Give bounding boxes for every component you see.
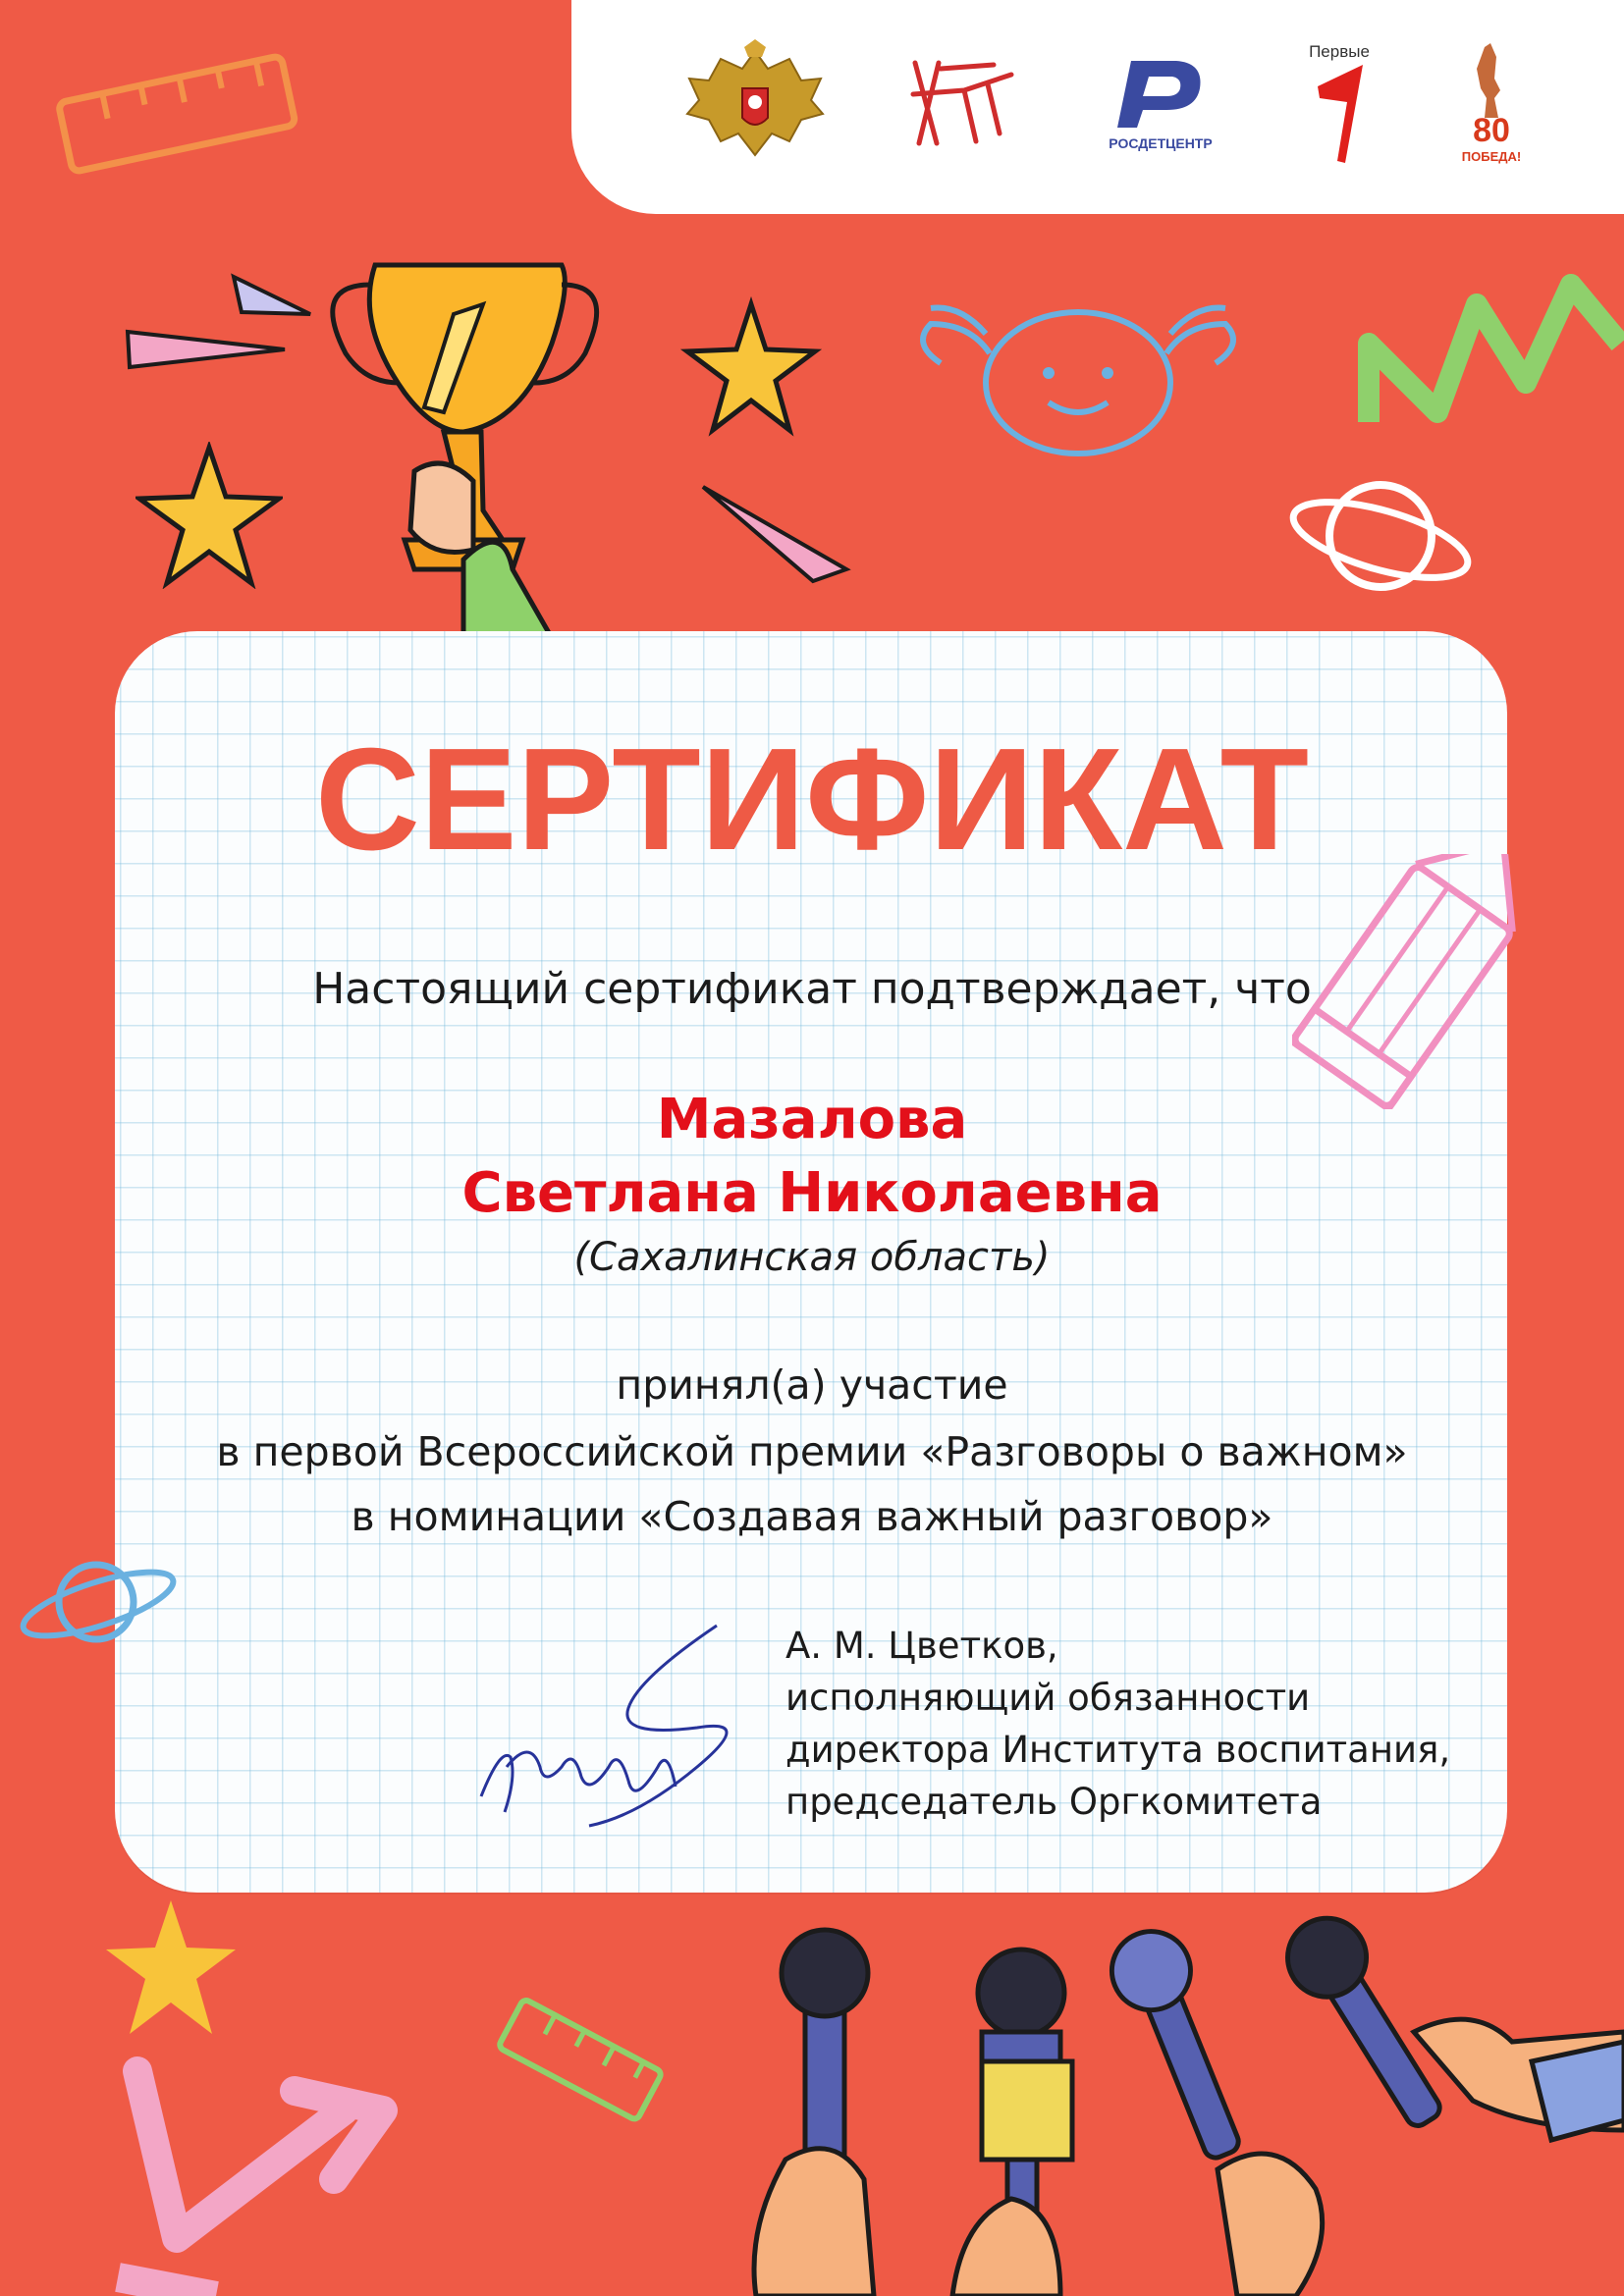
ruler-doodle-icon	[49, 39, 304, 187]
microphone-icon-4	[1272, 1914, 1624, 2142]
certificate-title: СЕРТИФИКАТ	[314, 719, 1310, 881]
handwritten-signature	[471, 1620, 756, 1836]
trophy-cup-icon	[316, 245, 611, 638]
rosdetcenter-logo	[1098, 57, 1223, 151]
microphone-icon-2	[952, 1949, 1072, 2296]
pink-spike-doodle-icon	[697, 479, 854, 587]
certificate-intro: Настоящий сертификат подтверждает, что	[312, 964, 1312, 1014]
recipient-given-names: Светлана Николаевна	[461, 1161, 1163, 1225]
microphones-illustration	[687, 1914, 1624, 2296]
svg-text:РОСДЕТЦЕНТР: РОСДЕТЦЕНТР	[1109, 135, 1213, 151]
pink-arrow-doodle-icon	[98, 2052, 412, 2296]
microphone-icon-3	[1100, 1920, 1322, 2296]
girl-face-doodle-icon	[911, 294, 1245, 461]
recipient-surname: Мазалова	[656, 1088, 968, 1151]
ruler-doodle-icon-2	[491, 1993, 668, 2130]
svg-text:Первые: Первые	[1309, 42, 1370, 61]
ministry-emblem-icon	[681, 39, 829, 167]
participation-line: принял(а) участие	[616, 1362, 1008, 1409]
signer-name: А. М. Цветков,	[785, 1625, 1058, 1667]
planet-doodle-icon	[1288, 467, 1475, 614]
star-doodle-icon	[135, 442, 283, 589]
pervye-logo	[1298, 37, 1379, 165]
znanie-logo-icon	[905, 55, 1021, 149]
recipient-region: (Сахалинская область)	[573, 1235, 1051, 1280]
signer-position-3: председатель Оргкомитета	[785, 1781, 1323, 1823]
planet-doodle-icon-2	[16, 1549, 183, 1657]
signer-position-2: директора Института воспитания,	[785, 1729, 1451, 1771]
svg-text:ПОБЕДА!: ПОБЕДА!	[1461, 149, 1522, 164]
star-doodle-icon-2	[677, 294, 825, 442]
triangle-doodle-icon	[118, 265, 314, 393]
signer-block	[785, 1620, 1492, 1828]
victory-80-logo	[1455, 39, 1528, 167]
zigzag-doodle-icon	[1355, 265, 1624, 461]
signer-position-1: исполняющий обязанности	[785, 1677, 1311, 1719]
svg-text:80: 80	[1473, 112, 1510, 149]
award-line: в первой Всероссийской премии «Разговоры о важном»	[216, 1428, 1408, 1475]
star-doodle-icon-3	[102, 1895, 240, 2042]
nomination-line: в номинации «Создавая важный разговор»	[351, 1493, 1273, 1540]
microphone-icon-1	[754, 1930, 874, 2296]
